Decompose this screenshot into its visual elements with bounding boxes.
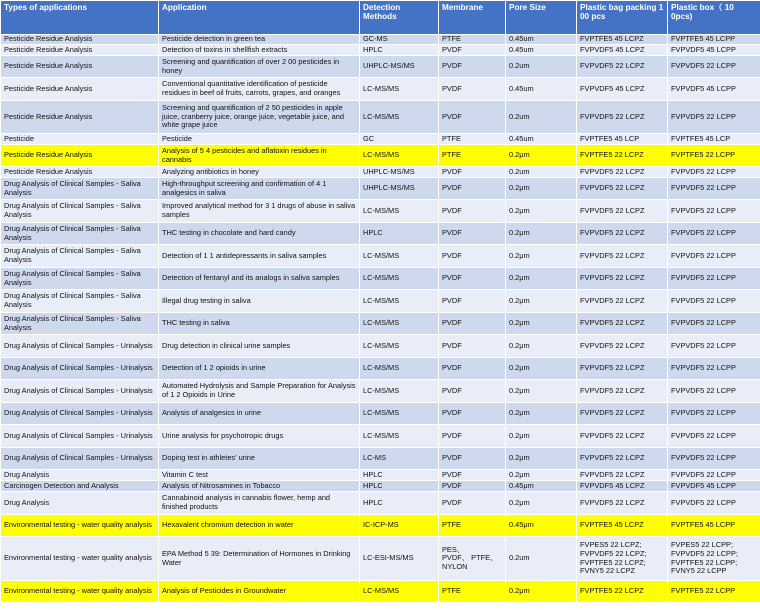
types-cell: Pesticide xyxy=(1,134,159,145)
pore-size-cell: 0.2μm xyxy=(506,178,577,200)
plastic-box-cell: FVPVDF5 22 LCPP xyxy=(668,380,760,403)
plastic-bag-cell: FVPVDF5 45 LCPZ xyxy=(577,45,668,56)
membrane-cell: PTFE xyxy=(439,134,506,145)
detection-method-cell: LC-MS/MS xyxy=(360,313,439,335)
pore-size-cell: 0.2μm xyxy=(506,313,577,335)
application-cell: Analysis of Nitrosamines in Tobacco xyxy=(159,481,360,492)
table-row xyxy=(1,268,760,290)
table-row xyxy=(1,167,760,178)
pore-size-cell: 0.45μm xyxy=(506,515,577,537)
plastic-box-cell: FVPVDF5 22 LCPP xyxy=(668,425,760,448)
types-cell: Drug Analysis of Clinical Samples - Urinalysis xyxy=(1,403,159,425)
pore-size-cell: 0.2μm xyxy=(506,268,577,290)
application-cell: Screening and quantification of 2 50 pesticides in apple juice, cranberry juice, orange juice, vegetable juice, and white grape juice xyxy=(159,101,360,134)
plastic-bag-cell: FVPTFE5 45 LCPZ xyxy=(577,515,668,537)
col-header-plastic-box: Plastic box（ 10 0pcs) xyxy=(668,1,760,35)
application-cell: High-throughput screening and confirmation of 4 1 analgesics in saliva xyxy=(159,178,360,200)
plastic-box-cell: FVPVDF5 22 LCPP xyxy=(668,335,760,358)
application-cell: Analysis of analgesics in urine xyxy=(159,403,360,425)
table-row xyxy=(1,470,760,481)
types-cell: Drug Analysis of Clinical Samples - Urinalysis xyxy=(1,358,159,380)
header-row xyxy=(1,1,760,35)
table-row xyxy=(1,358,760,380)
detection-method-cell: GC-MS xyxy=(360,35,439,45)
col-header-pore-size: Pore Size xyxy=(506,1,577,35)
table-row xyxy=(1,448,760,470)
application-cell: Pesticide xyxy=(159,134,360,145)
detection-method-cell: LC-MS/MS xyxy=(360,101,439,134)
plastic-box-cell: FVPVDF5 22 LCPP xyxy=(668,200,760,223)
pore-size-cell: 0.2μm xyxy=(506,425,577,448)
types-cell: Pesticide Residue Analysis xyxy=(1,145,159,167)
membrane-cell: PVDF xyxy=(439,313,506,335)
membrane-cell: PVDF xyxy=(439,223,506,245)
membrane-cell: PTFE xyxy=(439,35,506,45)
col-header-membrane: Membrane xyxy=(439,1,506,35)
types-cell: Pesticide Residue Analysis xyxy=(1,56,159,78)
table-row xyxy=(1,290,760,313)
plastic-bag-cell: FVPVDF5 22 LCPZ xyxy=(577,223,668,245)
membrane-cell: PVDF xyxy=(439,380,506,403)
detection-method-cell: LC-MS xyxy=(360,448,439,470)
plastic-box-cell: FVPVDF5 22 LCPP xyxy=(668,448,760,470)
application-cell: EPA Method 5 39: Determination of Hormones in Drinking Water xyxy=(159,537,360,581)
membrane-cell: PES、 PVDF、 PTFE、 NYLON xyxy=(439,537,506,581)
plastic-bag-cell: FVPVDF5 22 LCPZ xyxy=(577,290,668,313)
types-cell: Pesticide Residue Analysis xyxy=(1,78,159,101)
plastic-box-cell: FVPVDF5 22 LCPP xyxy=(668,245,760,268)
plastic-bag-cell: FVPTFE5 22 LCPZ xyxy=(577,145,668,167)
plastic-box-cell: FVPVDF5 22 LCPP xyxy=(668,178,760,200)
plastic-box-cell: FVPTFE5 45 LCPP xyxy=(668,515,760,537)
plastic-box-cell: FVPTFE5 45 LCP xyxy=(668,134,760,145)
membrane-cell: PVDF xyxy=(439,167,506,178)
types-cell: Pesticide Residue Analysis xyxy=(1,45,159,56)
plastic-bag-cell: FVPVDF5 22 LCPZ xyxy=(577,380,668,403)
application-cell: Illegal drug testing in saliva xyxy=(159,290,360,313)
detection-method-cell: LC-MS/MS xyxy=(360,145,439,167)
table-row xyxy=(1,313,760,335)
plastic-bag-cell: FVPVDF5 22 LCPZ xyxy=(577,358,668,380)
detection-method-cell: LC-MS/MS xyxy=(360,380,439,403)
pore-size-cell: 0.2μm xyxy=(506,335,577,358)
table-row xyxy=(1,178,760,200)
membrane-cell: PVDF xyxy=(439,178,506,200)
plastic-box-cell: FVPTFE5 22 LCPP xyxy=(668,581,760,603)
col-header-detection-methods: Detection Methods xyxy=(360,1,439,35)
plastic-bag-cell: FVPVDF5 22 LCPZ xyxy=(577,268,668,290)
application-cell: Conventional quantitative identification of pesticide residues in beef oil fruits, carrots, grapes, and oranges xyxy=(159,78,360,101)
table-row xyxy=(1,56,760,78)
types-cell: Drug Analysis of Clinical Samples - Saliva Analysis xyxy=(1,290,159,313)
table-row xyxy=(1,101,760,134)
detection-method-cell: LC-MS/MS xyxy=(360,78,439,101)
table-row xyxy=(1,78,760,101)
table-row xyxy=(1,380,760,403)
pore-size-cell: 0.2μm xyxy=(506,245,577,268)
detection-method-cell: LC-MS/MS xyxy=(360,425,439,448)
membrane-cell: PVDF xyxy=(439,200,506,223)
application-cell: Improved analytical method for 3 1 drugs of abuse in saliva samples xyxy=(159,200,360,223)
plastic-bag-cell: FVPVDF5 22 LCPZ xyxy=(577,200,668,223)
plastic-bag-cell: FVPVDF5 22 LCPZ xyxy=(577,335,668,358)
col-header-application: Application xyxy=(159,1,360,35)
table-row xyxy=(1,245,760,268)
membrane-cell: PVDF xyxy=(439,335,506,358)
application-cell: Detection of 1 2 opioids in urine xyxy=(159,358,360,380)
detection-method-cell: LC-MS/MS xyxy=(360,200,439,223)
plastic-bag-cell: FVPVDF5 22 LCPZ xyxy=(577,245,668,268)
membrane-cell: PVDF xyxy=(439,425,506,448)
membrane-cell: PTFE xyxy=(439,581,506,603)
detection-method-cell: LC-ESI-MS/MS xyxy=(360,537,439,581)
application-cell: Doping test in athletes' urine xyxy=(159,448,360,470)
table-row xyxy=(1,145,760,167)
detection-method-cell: LC-MS/MS xyxy=(360,245,439,268)
detection-method-cell: HPLC xyxy=(360,481,439,492)
pore-size-cell: 0.2μm xyxy=(506,492,577,515)
membrane-cell: PVDF xyxy=(439,56,506,78)
types-cell: Drug Analysis of Clinical Samples - Urinalysis xyxy=(1,335,159,358)
membrane-cell: PVDF xyxy=(439,492,506,515)
detection-method-cell: HPLC xyxy=(360,223,439,245)
pore-size-cell: 0.45um xyxy=(506,35,577,45)
plastic-bag-cell: FVPVDF5 45 LCPZ xyxy=(577,481,668,492)
table-row xyxy=(1,492,760,515)
plastic-bag-cell: FVPTFE5 22 LCPZ xyxy=(577,581,668,603)
pore-size-cell: 0.2μm xyxy=(506,403,577,425)
types-cell: Pesticide Residue Analysis xyxy=(1,101,159,134)
plastic-box-cell: FVPTFE5 22 LCPP xyxy=(668,145,760,167)
table-row xyxy=(1,335,760,358)
membrane-cell: PTFE xyxy=(439,145,506,167)
membrane-cell: PVDF xyxy=(439,403,506,425)
plastic-box-cell: FVPVDF5 45 LCPP xyxy=(668,45,760,56)
plastic-box-cell: FVPVDF5 22 LCPP xyxy=(668,403,760,425)
table-row xyxy=(1,403,760,425)
membrane-cell: PVDF xyxy=(439,481,506,492)
types-cell: Pesticide Residue Analysis xyxy=(1,167,159,178)
types-cell: Environmental testing - water quality analysis xyxy=(1,537,159,581)
table-row xyxy=(1,223,760,245)
types-cell: Drug Analysis xyxy=(1,492,159,515)
table-body xyxy=(1,35,760,603)
table-row xyxy=(1,515,760,537)
types-cell: Drug Analysis of Clinical Samples - Saliva Analysis xyxy=(1,313,159,335)
detection-method-cell: LC-MS/MS xyxy=(360,268,439,290)
application-cell: THC testing in chocolate and hard candy xyxy=(159,223,360,245)
table-row xyxy=(1,581,760,603)
application-cell: Analysis of Pesticides in Groundwater xyxy=(159,581,360,603)
plastic-bag-cell: FVPVDF5 22 LCPZ xyxy=(577,425,668,448)
detection-method-cell: HPLC xyxy=(360,470,439,481)
detection-method-cell: GC xyxy=(360,134,439,145)
pore-size-cell: 0.2μm xyxy=(506,581,577,603)
types-cell: Drug Analysis of Clinical Samples - Saliva Analysis xyxy=(1,245,159,268)
types-cell: Carcinogen Detection and Analysis xyxy=(1,481,159,492)
plastic-bag-cell: FVPVDF5 22 LCPZ xyxy=(577,492,668,515)
pore-size-cell: 0.2μm xyxy=(506,448,577,470)
membrane-cell: PVDF xyxy=(439,448,506,470)
plastic-bag-cell: FVPVDF5 22 LCPZ xyxy=(577,448,668,470)
types-cell: Drug Analysis of Clinical Samples - Saliva Analysis xyxy=(1,200,159,223)
membrane-cell: PVDF xyxy=(439,268,506,290)
table-row xyxy=(1,425,760,448)
detection-method-cell: LC-MS/MS xyxy=(360,290,439,313)
pore-size-cell: 0.2μm xyxy=(506,290,577,313)
plastic-box-cell: FVPVDF5 45 LCPP xyxy=(668,481,760,492)
membrane-cell: PVDF xyxy=(439,78,506,101)
types-cell: Drug Analysis of Clinical Samples - Urinalysis xyxy=(1,425,159,448)
plastic-bag-cell: FVPES5 22 LCPZ; FVPVDF5 22 LCPZ; FVPTFE5 22 LCPZ; FVNY5 22 LCPZ xyxy=(577,537,668,581)
plastic-bag-cell: FVPVDF5 22 LCPZ xyxy=(577,178,668,200)
types-cell: Environmental testing - water quality analysis xyxy=(1,581,159,603)
plastic-bag-cell: FVPVDF5 45 LCPZ xyxy=(577,78,668,101)
detection-method-cell: IC-ICP-MS xyxy=(360,515,439,537)
types-cell: Drug Analysis of Clinical Samples - Saliva Analysis xyxy=(1,268,159,290)
pore-size-cell: 0.2μm xyxy=(506,200,577,223)
plastic-box-cell: FVPVDF5 22 LCPP xyxy=(668,223,760,245)
types-cell: Pesticide Residue Analysis xyxy=(1,35,159,45)
pore-size-cell: 0.45um xyxy=(506,78,577,101)
plastic-box-cell: FVPVDF5 22 LCPP xyxy=(668,290,760,313)
plastic-bag-cell: FVPVDF5 22 LCPZ xyxy=(577,56,668,78)
plastic-bag-cell: FVPTFE5 45 LCP xyxy=(577,134,668,145)
pore-size-cell: 0.2μm xyxy=(506,380,577,403)
membrane-cell: PVDF xyxy=(439,101,506,134)
pore-size-cell: 0.2μm xyxy=(506,223,577,245)
table-row xyxy=(1,481,760,492)
plastic-box-cell: FVPVDF5 22 LCPP xyxy=(668,56,760,78)
table-row xyxy=(1,134,760,145)
plastic-box-cell: FVPVDF5 22 LCPP xyxy=(668,492,760,515)
table-row xyxy=(1,200,760,223)
pore-size-cell: 0.2μm xyxy=(506,145,577,167)
pore-size-cell: 0.2um xyxy=(506,101,577,134)
application-cell: Analysis of 5 4 pesticides and aflatoxin residues in cannabis xyxy=(159,145,360,167)
application-cell: Screening and quantification of over 2 00 pesticides in honey xyxy=(159,56,360,78)
application-cell: Cannabinoid analysis in cannabis flower, hemp and finished products xyxy=(159,492,360,515)
col-header-plastic-bag: Plastic bag packing 1 00 pcs xyxy=(577,1,668,35)
detection-method-cell: LC-MS/MS xyxy=(360,358,439,380)
plastic-box-cell: FVPVDF5 45 LCPP xyxy=(668,78,760,101)
application-cell: Hexavalent chromium detection in water xyxy=(159,515,360,537)
membrane-cell: PVDF xyxy=(439,290,506,313)
pore-size-cell: 0.45um xyxy=(506,134,577,145)
pore-size-cell: 0.2um xyxy=(506,56,577,78)
pore-size-cell: 0.2μm xyxy=(506,470,577,481)
application-cell: Urine analysis for psychotropic drugs xyxy=(159,425,360,448)
application-cell: Vitamin C test xyxy=(159,470,360,481)
detection-method-cell: UHPLC-MS/MS xyxy=(360,56,439,78)
pore-size-cell: 0.45μm xyxy=(506,481,577,492)
plastic-bag-cell: FVPVDF5 22 LCPZ xyxy=(577,167,668,178)
application-cell: Automated Hydrolysis and Sample Preparation for Analysis of 1 2 Opioids in Urine xyxy=(159,380,360,403)
membrane-cell: PVDF xyxy=(439,245,506,268)
application-cell: Detection of fentanyl and its analogs in saliva samples xyxy=(159,268,360,290)
table-row xyxy=(1,35,760,45)
plastic-bag-cell: FVPVDF5 22 LCPZ xyxy=(577,313,668,335)
detection-method-cell: LC-MS/MS xyxy=(360,581,439,603)
col-header-types: Types of applications xyxy=(1,1,159,35)
plastic-bag-cell: FVPTFE5 45 LCPZ xyxy=(577,35,668,45)
plastic-bag-cell: FVPVDF5 22 LCPZ xyxy=(577,403,668,425)
detection-method-cell: LC-MS/MS xyxy=(360,403,439,425)
application-cell: Drug detection in clinical urine samples xyxy=(159,335,360,358)
application-cell: Detection of 1 1 antidepressants in saliva samples xyxy=(159,245,360,268)
table-row xyxy=(1,45,760,56)
membrane-cell: PVDF xyxy=(439,470,506,481)
pore-size-cell: 0.45um xyxy=(506,45,577,56)
plastic-bag-cell: FVPVDF5 22 LCPZ xyxy=(577,470,668,481)
membrane-cell: PTFE xyxy=(439,515,506,537)
pore-size-cell: 0.2um xyxy=(506,537,577,581)
detection-method-cell: HPLC xyxy=(360,492,439,515)
plastic-box-cell: FVPVDF5 22 LCPP xyxy=(668,167,760,178)
detection-method-cell: HPLC xyxy=(360,45,439,56)
pore-size-cell: 0.2μm xyxy=(506,358,577,380)
plastic-box-cell: FVPVDF5 22 LCPP xyxy=(668,470,760,481)
membrane-cell: PVDF xyxy=(439,358,506,380)
application-cell: Pesticide detection in green tea xyxy=(159,35,360,45)
types-cell: Drug Analysis of Clinical Samples - Urinalysis xyxy=(1,380,159,403)
types-cell: Drug Analysis of Clinical Samples - Saliva Analysis xyxy=(1,223,159,245)
plastic-box-cell: FVPTFE5 45 LCPP xyxy=(668,35,760,45)
types-cell: Drug Analysis of Clinical Samples - Urinalysis xyxy=(1,448,159,470)
plastic-bag-cell: FVPVDF5 22 LCPZ xyxy=(577,101,668,134)
detection-method-cell: UHPLC-MS/MS xyxy=(360,167,439,178)
detection-method-cell: UHPLC-MS/MS xyxy=(360,178,439,200)
plastic-box-cell: FVPVDF5 22 LCPP xyxy=(668,358,760,380)
types-cell: Drug Analysis of Clinical Samples - Saliva Analysis xyxy=(1,178,159,200)
table-row xyxy=(1,537,760,581)
application-cell: THC testing in saliva xyxy=(159,313,360,335)
application-cell: Analyzing antibiotics in honey xyxy=(159,167,360,178)
types-cell: Drug Analysis xyxy=(1,470,159,481)
plastic-box-cell: FVPVDF5 22 LCPP xyxy=(668,101,760,134)
pore-size-cell: 0.2um xyxy=(506,167,577,178)
membrane-cell: PVDF xyxy=(439,45,506,56)
detection-method-cell: LC-MS/MS xyxy=(360,335,439,358)
plastic-box-cell: FVPVDF5 22 LCPP xyxy=(668,313,760,335)
plastic-box-cell: FVPES5 22 LCPP; FVPVDF5 22 LCPP; FVPTFE5 22 LCPP; FVNY5 22 LCPP xyxy=(668,537,760,581)
types-cell: Environmental testing - water quality analysis xyxy=(1,515,159,537)
application-cell: Detection of toxins in shellfish extracts xyxy=(159,45,360,56)
plastic-box-cell: FVPVDF5 22 LCPP xyxy=(668,268,760,290)
